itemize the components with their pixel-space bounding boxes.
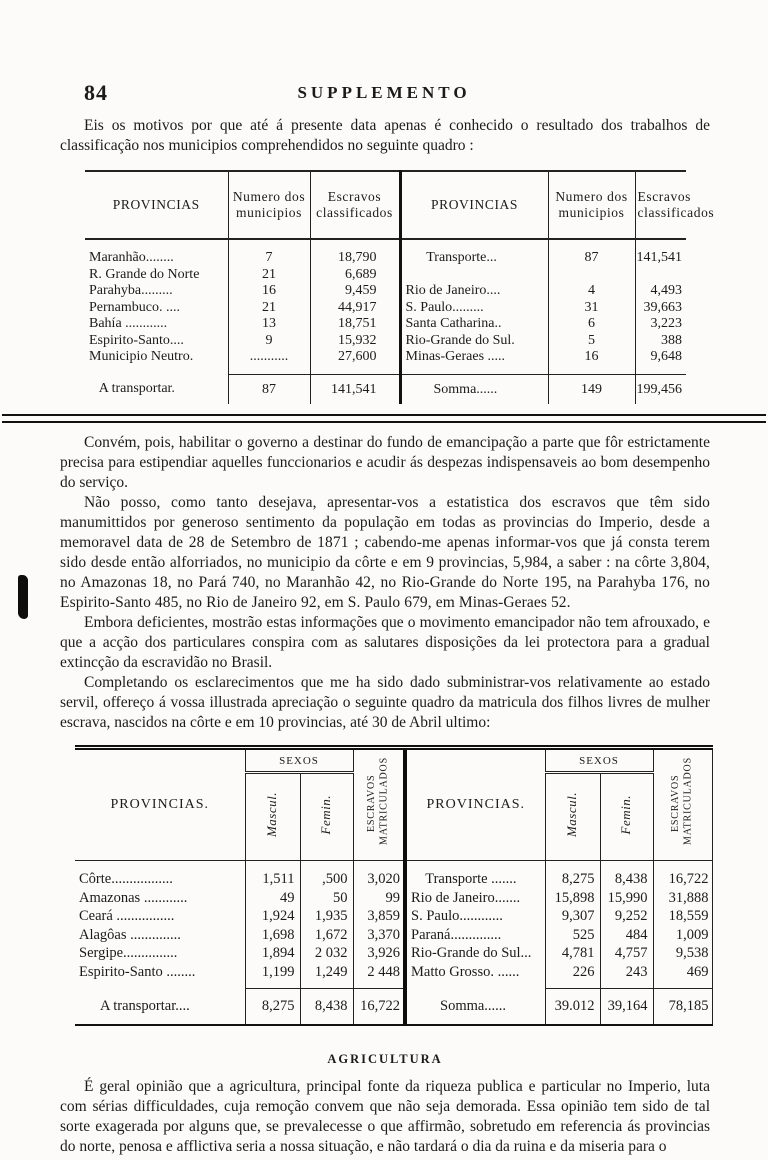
cell-province: Côrte................. (79, 871, 173, 887)
cell-province: Municipio Neutro. (89, 349, 194, 364)
cell-value: 4,493 (635, 283, 686, 300)
cell-province: S. Paulo............ (405, 907, 545, 926)
cell-value: 1,511 (245, 861, 300, 889)
ink-smudge (18, 575, 28, 619)
cell-value: 31 (548, 300, 635, 317)
cell-label: Somma...... (400, 374, 548, 404)
cell-value: 9,648 (635, 349, 686, 374)
section-divider-rule (2, 414, 766, 423)
cell-value: 3,926 (353, 944, 405, 963)
escravos-matriculados-vertical-label: ESCRAVOS MATRICULADOS (670, 756, 694, 845)
intro-paragraph: Eis os motivos por que até á presente data apenas é conhecido o resultado dos trabalhos de classificação nos municipios comprehendidos no seguinte quadro : (60, 117, 710, 154)
cell-province: Matto Grosso. ...... (405, 963, 545, 989)
cell-value: 8,438 (600, 861, 653, 889)
cell-value: 49 (245, 889, 300, 908)
cell-value: 6 (548, 316, 635, 333)
cell-total: 8,275 (245, 989, 300, 1025)
cell-province: Rio de Janeiro.... (400, 283, 548, 300)
cell-value: 9 (228, 333, 310, 350)
cell-value: 3,020 (353, 861, 405, 889)
col-provincias-left: PROVINCIAS (85, 171, 228, 239)
page-title: SUPPLEMENTO (297, 83, 471, 102)
cell-total: 16,722 (353, 989, 405, 1025)
agricultura-paragraph: É geral opinião que a agricultura, principal fonte da riqueza publica e particular no Imperio, luta com sérias difficuldades, cuja remoção convem que não seja demorada. Essa opinião tem sido de tal sorte exagerada por alguns que, se prevalecesse o que affirmão, sobretudo em referencia ás provincias do norte, penosa e afflictiva seria a nossa situação, e não tardará o dia da ruina e da miseria para o (60, 1077, 710, 1155)
col-sexos-right: SEXOS (545, 748, 653, 773)
body-paragraph: Embora deficientes, mostrão estas informações que o movimento emancipador não tem afrouxado, e que a acção dos particulares conspira com as salutares disposições da lei protectora para a gradual extincção da escravidão no Brasil. (60, 614, 710, 671)
col-municipios-left: Numero dos municipios (228, 171, 310, 239)
table-row (75, 963, 712, 989)
cell-value: 484 (600, 926, 653, 945)
cell-value: 1,249 (300, 963, 353, 989)
cell-province: Rio de Janeiro....... (405, 889, 545, 908)
cell-province: Sergipe............... (79, 945, 178, 961)
table1-totals (85, 374, 686, 404)
cell-value: 1,199 (245, 963, 300, 989)
cell-value: 469 (653, 963, 712, 989)
cell-province: Minas-Geraes ..... (400, 349, 548, 374)
table2-body (75, 861, 712, 989)
cell-province: Rio-Grande do Sul. (400, 333, 548, 350)
cell-value: 13 (228, 316, 310, 333)
cell-value: 15,898 (545, 889, 600, 908)
col-escravos-matriculados-right (653, 748, 712, 861)
cell-value: 3,370 (353, 926, 405, 945)
cell-value: 5 (548, 333, 635, 350)
cell-value: 1,935 (300, 907, 353, 926)
cell-value: 9,538 (653, 944, 712, 963)
cell-total: 87 (228, 374, 310, 404)
cell-value: 1,009 (653, 926, 712, 945)
table-row (85, 349, 686, 374)
body-paragraph: Não posso, como tanto desejava, apresentar-vos a estatistica dos escravos que têm sido manumittidos por generoso sentimento da população em todas as provincias do Imperio, desde a memoravel data de 28 de Setembro de 1871 ; cabendo-me apenas informar-vos que já consta terem sido desde então alforriados, no municipio da côrte e em 9 provincias, 5,984, a saber : na côrte 3,804, no Amazonas 18, no Pará 740, no Maranhão 42, no Rio-Grande do Norte 195, na Parahyba 176, no Espirito-Santo 485, no Rio de Janeiro 92, em S. Paulo 679, em Minas-Geraes 52. (60, 494, 710, 611)
mascul-vertical-label: Mascul. (264, 791, 280, 838)
cell-value: 87 (548, 239, 635, 267)
cell-value: 226 (545, 963, 600, 989)
body-paragraph: Completando os esclarecimentos que me ha sido dado subministrar-vos relativamente ao estado servil, offereço á vossa illustrada apreciação o seguinte quadro da matricula dos filhos livres de mulher escrava, nascidos na côrte e em 10 provincias, até 30 de Abril ultimo: (60, 674, 710, 731)
cell-value: 1,924 (245, 907, 300, 926)
cell-value: ........... (228, 349, 310, 374)
body-paragraph: Convém, pois, habilitar o governo a destinar do fundo de emancipação a parte que fôr estrictamente precisa para estipendiar aquelles funccionarios e acudir ás despezas indispensaveis ao bom desempenho do serviço. (60, 434, 710, 491)
cell-value: 2 448 (353, 963, 405, 989)
cell-value: 388 (635, 333, 686, 350)
cell-value: 9,307 (545, 907, 600, 926)
cell-label: A transportar.... (79, 997, 190, 1014)
cell-value (635, 267, 686, 284)
table1-body (85, 239, 686, 374)
cell-value: 18,790 (310, 239, 400, 267)
escravos-matriculados-vertical-label: ESCRAVOS MATRICULADOS (365, 756, 390, 845)
cell-value: ,500 (300, 861, 353, 889)
cell-value: 18,559 (653, 907, 712, 926)
table1-header (85, 171, 715, 239)
cell-value: 141,541 (635, 239, 686, 267)
femin-vertical-label: Femin. (618, 794, 634, 835)
cell-value: 99 (353, 889, 405, 908)
page-content (0, 116, 768, 404)
table-row (75, 926, 712, 945)
cell-value: 16 (228, 283, 310, 300)
femin-vertical-label: Femin. (318, 794, 334, 835)
cell-value: 243 (600, 963, 653, 989)
cell-value: 8,275 (545, 861, 600, 889)
cell-value: 1,894 (245, 944, 300, 963)
cell-value: 1,672 (300, 926, 353, 945)
cell-total: 199,456 (635, 374, 686, 404)
col-escravos-matriculados-left (353, 748, 405, 861)
cell-total: 141,541 (310, 374, 400, 404)
page-header (0, 80, 768, 116)
col-provincias-right: PROVINCIAS. (405, 748, 545, 861)
col-femin-left (300, 773, 353, 861)
cell-province: Transporte ....... (405, 861, 545, 889)
cell-province: Parahyba......... (89, 283, 173, 298)
table-row (85, 283, 686, 300)
table2-header-row-1 (75, 748, 712, 773)
table-row (75, 889, 712, 908)
cell-province: Bahía ............ (89, 316, 168, 331)
cell-value: 18,751 (310, 316, 400, 333)
cell-province: Espirito-Santo.... (89, 332, 184, 348)
cell-value: 6,689 (310, 267, 400, 284)
cell-province: Santa Catharina.. (400, 316, 548, 333)
cell-value: 21 (228, 300, 310, 317)
table-row (85, 333, 686, 350)
table-row (85, 316, 686, 333)
table-row (75, 861, 712, 889)
cell-value: 1,698 (245, 926, 300, 945)
cell-value: 3,223 (635, 316, 686, 333)
cell-value: 3,859 (353, 907, 405, 926)
cell-province (400, 267, 548, 284)
totals-row (75, 989, 712, 1025)
cell-province: Pernambuco. .... (89, 299, 180, 315)
cell-value: 31,888 (653, 889, 712, 908)
table2-totals (75, 989, 712, 1025)
matricula-table (75, 745, 713, 1026)
table-row (85, 239, 686, 267)
table-row (85, 267, 686, 284)
agricultura-section-title: AGRICULTURA (327, 1051, 443, 1066)
table-row (85, 300, 686, 317)
cell-total: 8,438 (300, 989, 353, 1025)
col-sexos-left: SEXOS (245, 748, 353, 773)
cell-value (548, 267, 635, 284)
cell-province: Paraná.............. (405, 926, 545, 945)
col-escravos-left: Escravos classificados (310, 171, 400, 239)
cell-value: 9,459 (310, 283, 400, 300)
cell-province: Maranhão........ (89, 250, 174, 265)
cell-province: Espirito-Santo ........ (79, 963, 196, 980)
cell-province: Amazonas ............ (79, 889, 188, 906)
cell-value: 27,600 (310, 349, 400, 374)
col-escravos-right: Escravos classificados (635, 171, 686, 239)
cell-value: 15,990 (600, 889, 653, 908)
col-mascul-right (545, 773, 600, 861)
cell-value: 21 (228, 267, 310, 284)
col-municipios-right: Numero dos municipios (548, 171, 635, 239)
cell-value: 50 (300, 889, 353, 908)
middle-text-block (0, 423, 768, 1157)
cell-value: 525 (545, 926, 600, 945)
cell-total: 39,164 (600, 989, 653, 1025)
cell-value: 4,781 (545, 944, 600, 963)
cell-label: Somma...... (405, 989, 545, 1025)
cell-label: A transportar. (89, 381, 175, 396)
mascul-vertical-label: Mascul. (564, 791, 580, 838)
provinces-classification-table (85, 170, 715, 404)
col-mascul-left (245, 773, 300, 861)
col-provincias-left: PROVINCIAS. (75, 748, 245, 861)
cell-value: 2 032 (300, 944, 353, 963)
cell-value: 39,663 (635, 300, 686, 317)
cell-total: 39.012 (545, 989, 600, 1025)
cell-value: 4,757 (600, 944, 653, 963)
cell-value: 7 (228, 239, 310, 267)
cell-value: 16 (548, 349, 635, 374)
cell-province: Ceará ................ (79, 908, 175, 924)
cell-value: 15,932 (310, 333, 400, 350)
cell-total: 78,185 (653, 989, 712, 1025)
cell-value: 9,252 (600, 907, 653, 926)
cell-province: R. Grande do Norte (89, 266, 200, 282)
cell-province: Transporte... (400, 239, 548, 267)
page-number: 84 (84, 80, 108, 105)
cell-province: S. Paulo......... (400, 300, 548, 317)
table-row (75, 907, 712, 926)
cell-province: Alagôas .............. (79, 926, 181, 943)
table2-header (75, 748, 712, 861)
cell-value: 4 (548, 283, 635, 300)
table1-header-row (85, 171, 686, 239)
cell-value: 44,917 (310, 300, 400, 317)
totals-row (85, 374, 686, 404)
cell-total: 149 (548, 374, 635, 404)
col-femin-right (600, 773, 653, 861)
col-provincias-right: PROVINCIAS (400, 171, 548, 239)
table-row (75, 944, 712, 963)
cell-value: 16,722 (653, 861, 712, 889)
cell-province: Rio-Grande do Sul... (405, 944, 545, 963)
